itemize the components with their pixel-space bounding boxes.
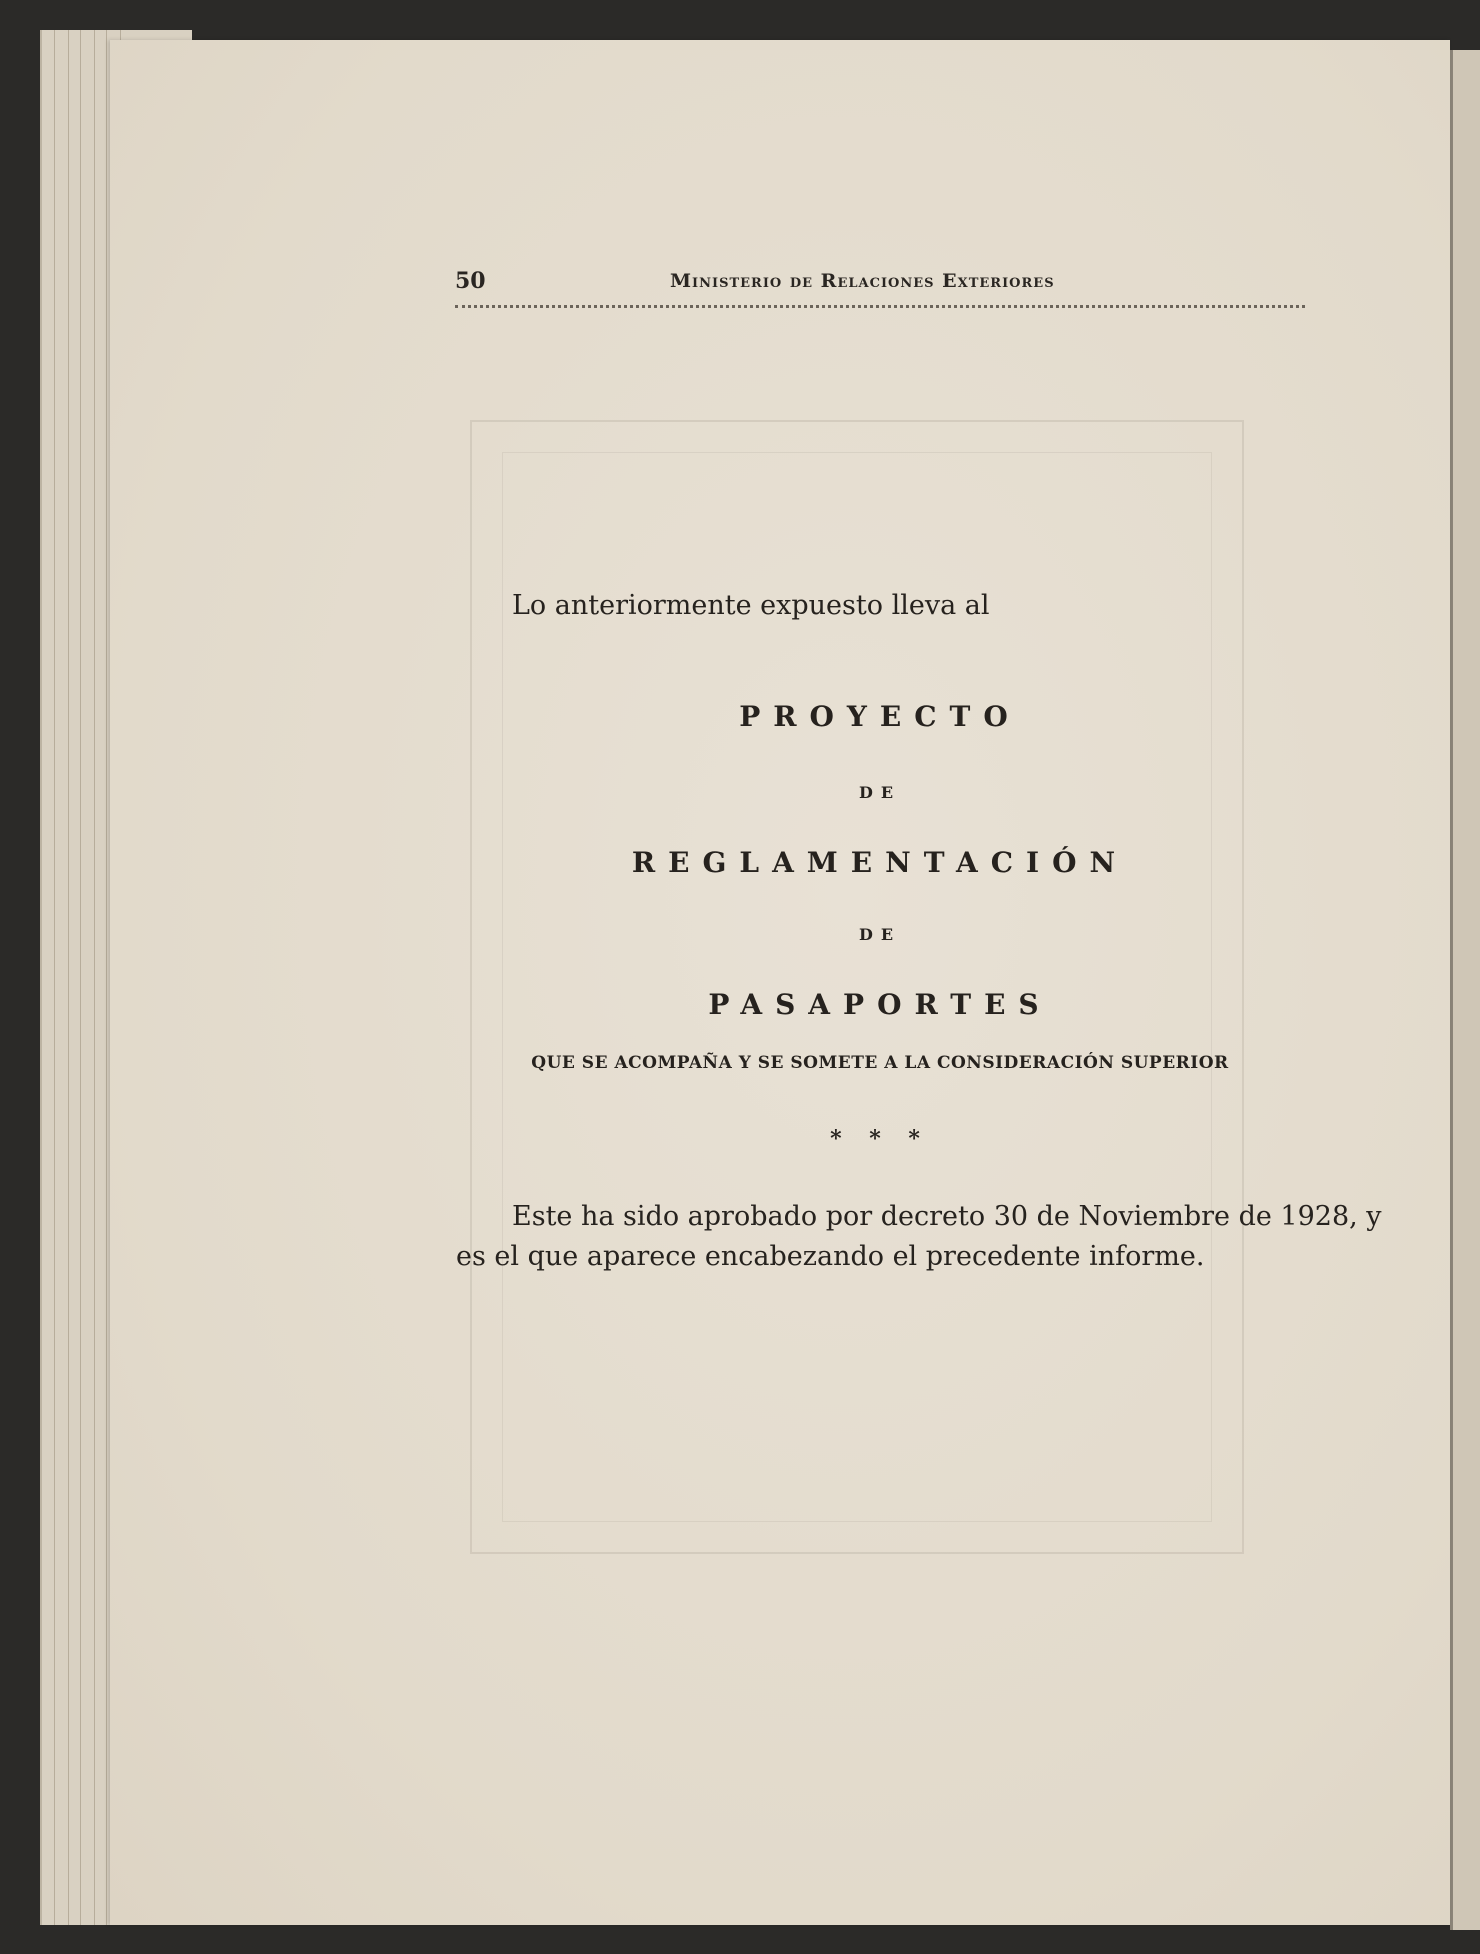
title-proyecto: PROYECTO (739, 700, 1021, 733)
title-pasaportes: PASAPORTES (708, 988, 1052, 1021)
title-de-2: DE (858, 925, 902, 944)
header-rule (455, 305, 1305, 308)
intro-text: Lo anteriormente expuesto lleva al (512, 590, 990, 621)
running-title: Ministerio de Relaciones Exteriores (670, 270, 1055, 292)
page-number: 50 (455, 268, 486, 294)
facing-page-edge (1450, 50, 1480, 1930)
closing-line-1: Este ha sido aprobado por decreto 30 de Noviembre de 1928, y (512, 1201, 1382, 1232)
subtitle-line: QUE SE ACOMPAÑA Y SE SOMETE A LA CONSIDERACIÓN SUPERIOR (531, 1053, 1229, 1073)
title-de-1: DE (858, 783, 902, 802)
closing-line-2: es el que aparece encabezando el precedente informe. (456, 1241, 1205, 1272)
separator-stars: * * * (830, 1126, 930, 1152)
page-header (455, 268, 1305, 308)
title-reglamentacion: REGLAMENTACIÓN (631, 846, 1129, 879)
